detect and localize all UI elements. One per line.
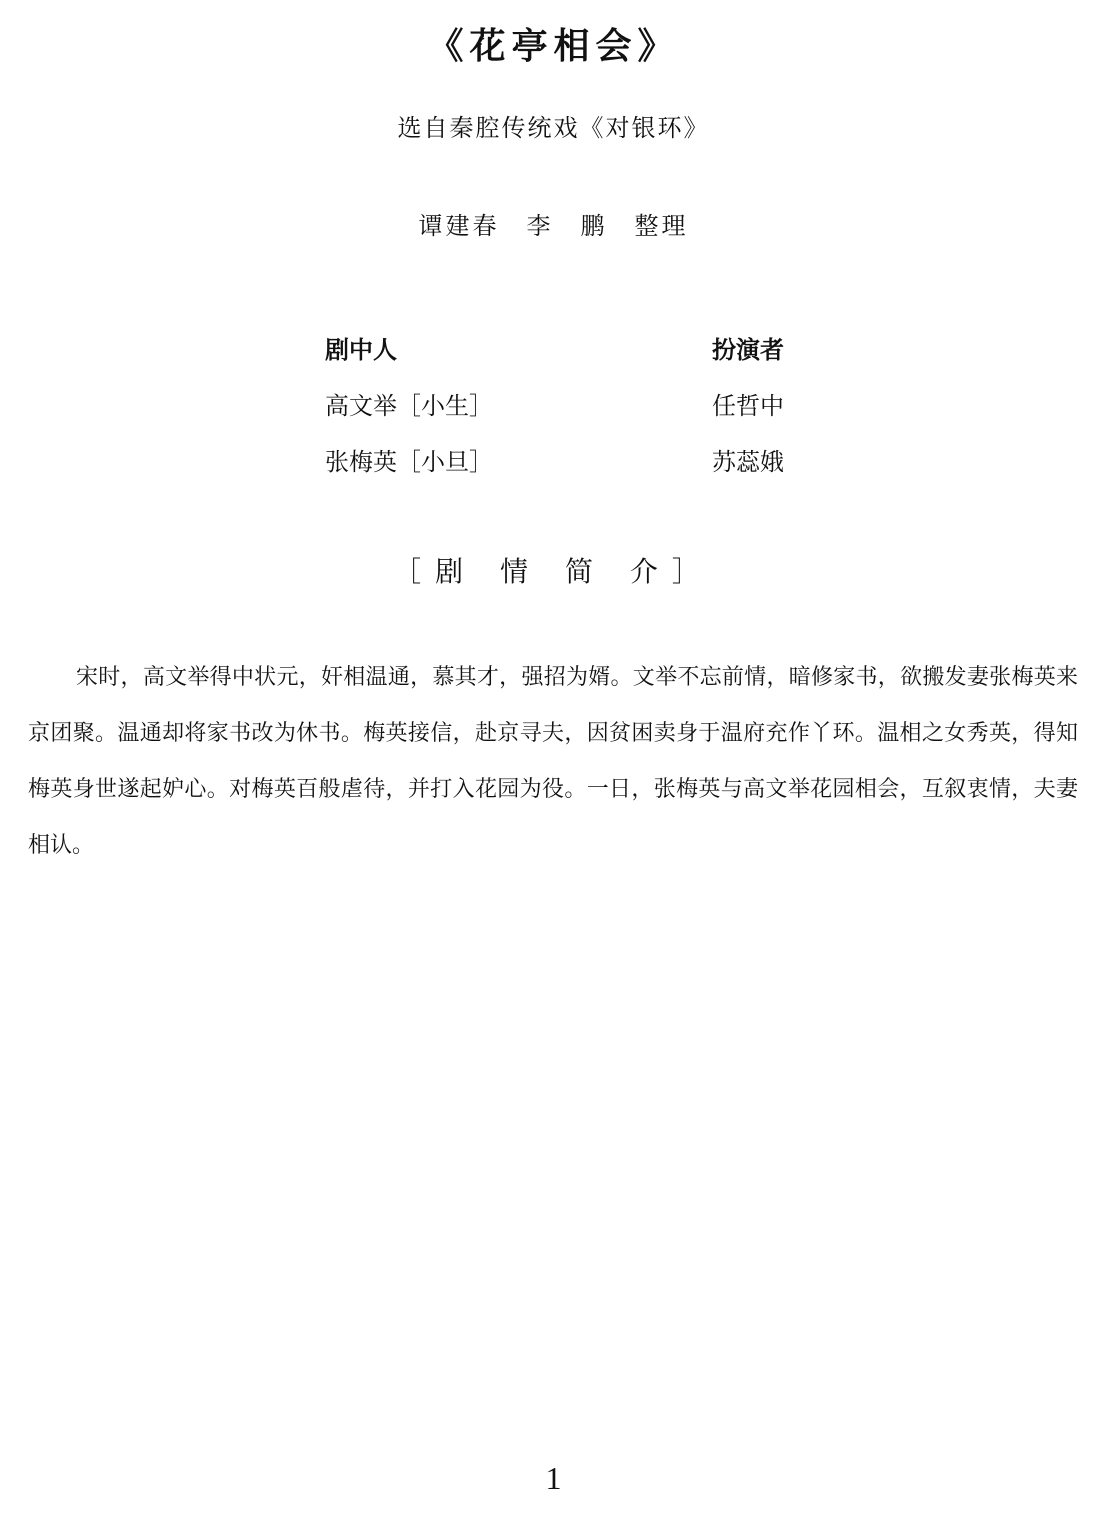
cast-header-actor: 扮演者	[712, 336, 784, 364]
cast-role: 张梅英［小旦］	[325, 448, 493, 476]
document-subtitle: 选自秦腔传统戏《对银环》	[397, 114, 710, 142]
cast-actor: 任哲中	[712, 392, 784, 420]
synopsis-paragraph: 宋时，高文举得中状元，奸相温通，慕其才，强招为婿。文举不忘前情，暗修家书，欲搬发妻张梅英来京团聚。温通却将家书改为休书。梅英接信，赴京寻夫，因贫困卖身于温府充作丫环。温相之女秀英，得知梅英身世遂起妒心。对梅英百般虐待，并打入花园为役。一日，张梅英与高文举花园相会，互叙衷情，夫妻相认。	[28, 665, 1078, 858]
cast-role: 高文举［小生］	[325, 392, 493, 420]
cast-header-role: 剧中人	[325, 336, 397, 364]
cast-header-row	[0, 330, 1107, 386]
cast-actor: 苏蕊娥	[712, 448, 784, 476]
document-title: 《花亭相会》	[427, 26, 680, 67]
cast-table	[0, 330, 1107, 498]
synopsis-heading: ［剧 情 简 介］	[393, 555, 714, 588]
cast-row	[0, 386, 1107, 442]
document-credit: 谭建春 李 鹏 整理	[418, 212, 689, 240]
page-number: 1	[545, 1460, 562, 1496]
cast-row	[0, 442, 1107, 498]
